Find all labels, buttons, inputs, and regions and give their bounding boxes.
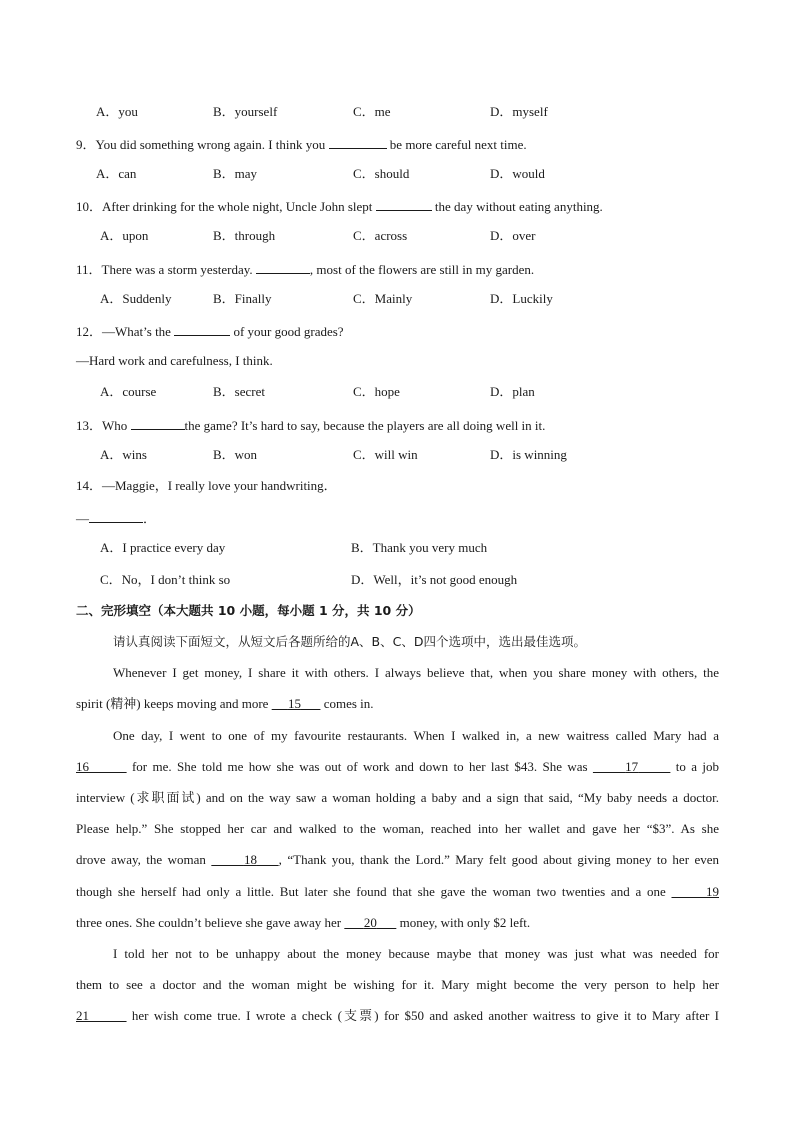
q14-period: ． (143, 511, 157, 526)
q10-blank (376, 197, 432, 211)
q10-text-post: the day without eating anything. (431, 199, 603, 214)
q9-text-post: be more careful next time. (386, 137, 527, 152)
blank-18-number: 18 (243, 852, 257, 867)
passage-line-4-post: to a job (670, 759, 719, 774)
q10-option-c: C．across (353, 228, 408, 243)
q11-option-d: D．Luckily (490, 291, 553, 306)
blank-18 (211, 852, 278, 867)
q9-stem (76, 135, 719, 153)
q14-option-c: C．No，I don’t think so (100, 572, 231, 587)
q8-option-b: B．yourself (213, 104, 278, 119)
passage-line-2 (76, 696, 719, 712)
blank-21-number: 21 (76, 1008, 89, 1023)
q12-option-a: A．course (100, 384, 157, 399)
q10-option-b: B．through (213, 228, 276, 243)
q14-dash: — (76, 511, 89, 526)
passage-line-11: them to see a doctor and the woman might be wishing for it. Mary might become the very person to help her (76, 977, 719, 992)
q14-blank (89, 509, 143, 523)
blank-17-number: 17 (625, 759, 639, 774)
q8-option-c: C．me (353, 104, 391, 119)
passage-line-2-pre: spirit (精神) keeps moving and more (76, 696, 272, 711)
blank-16-number: 16 (76, 759, 89, 774)
passage-line-7-post: , “Thank you, thank the Lord.” Mary felt good about giving money to her even (278, 852, 719, 867)
q12-text-post: of your good grades? (230, 324, 344, 339)
q13-text-post: the game? It’s hard to say, because the players are all doing well in it. (184, 418, 546, 433)
blank-21 (76, 1008, 127, 1023)
q13-option-b: B．won (213, 447, 258, 462)
q11-option-b: B．Finally (213, 291, 272, 306)
q9-option-d: D．would (490, 166, 545, 181)
q13-text-pre: 13．Who (76, 418, 131, 433)
passage-line-9-post: money, with only $2 left. (396, 915, 531, 930)
blank-19 (671, 884, 719, 899)
blank-19-number: 19 (706, 884, 719, 899)
q9-text-pre: 9．You did something wrong again. I think you (76, 137, 329, 152)
passage-line-7-pre: drove away, the woman (76, 852, 212, 867)
passage-line-4 (76, 759, 719, 775)
q9-option-a: A．can (96, 166, 137, 181)
q12-option-d: D．plan (490, 384, 535, 399)
passage-line-9-pre: three ones. She couldn’t believe she gave away her (76, 915, 345, 930)
q10-stem (76, 197, 719, 215)
q11-text-pre: 11．There was a storm yesterday. (76, 262, 256, 277)
q11-stem (76, 260, 719, 278)
blank-20-number: 20 (363, 915, 377, 930)
passage-line-3: One day, I went to one of my favourite restaurants. When I walked in, a new waitress called Mary had a (113, 728, 719, 743)
q8-option-d: D．myself (490, 104, 548, 119)
passage-line-12 (76, 1008, 719, 1024)
q10-option-d: D．over (490, 228, 536, 243)
q9-option-b: B．may (213, 166, 258, 181)
passage-line-5: interview (求职面试) and on the way saw a woman holding a baby and a sign that said, “My baby needs a doctor. (76, 790, 719, 805)
blank-17 (593, 759, 670, 774)
q11-option-a: A．Suddenly (100, 291, 172, 306)
passage-line-8 (76, 884, 719, 900)
passage-line-4-mid: for me. She told me how she was out of work and down to her last $43. She was (126, 759, 593, 774)
blank-16 (76, 759, 127, 774)
section-heading: 二、完形填空（本大题共 10 小题，每小题 1 分，共 10 分） (76, 603, 421, 618)
passage-line-10: I told her not to be unhappy about the money because maybe that money was just what was needed for (113, 946, 719, 961)
blank-20 (344, 915, 396, 930)
q13-stem (76, 416, 719, 434)
q9-blank (329, 135, 387, 149)
q14-option-a: A．I practice every day (100, 540, 226, 555)
q13-blank (131, 416, 185, 430)
q12-option-c: C．hope (353, 384, 400, 399)
passage-line-9 (76, 915, 719, 931)
q11-blank (256, 260, 310, 274)
q13-option-c: C．will win (353, 447, 418, 462)
q14-option-d: D．Well，it’s not good enough (351, 572, 518, 587)
q12-blank (174, 322, 230, 336)
passage-line-6: Please help.” She stopped her car and walked to the woman, reached into her wallet and gave her “$3”. As she (76, 821, 719, 836)
q13-option-d: D．is winning (490, 447, 567, 462)
q14-stem: 14．—Maggie，I really love your handwriting． (76, 478, 337, 493)
q12-option-b: B．secret (213, 384, 265, 399)
q12-answer-line: —Hard work and carefulness, I think. (76, 353, 273, 368)
passage-line-12-post: her wish come true. I wrote a check (支票) for $50 and asked another waitress to give it to Mary after I (126, 1008, 720, 1023)
q14-response-line (76, 509, 719, 527)
passage-line-2-post: comes in. (320, 696, 374, 711)
q11-text-post: , most of the flowers are still in my garden. (309, 262, 535, 277)
q9-option-c: C．should (353, 166, 410, 181)
blank-15-number: 15 (287, 696, 301, 711)
q10-option-a: A．upon (100, 228, 149, 243)
passage-line-7 (76, 852, 719, 868)
blank-15 (272, 696, 321, 711)
q8-option-a: A．you (96, 104, 138, 119)
q12-stem (76, 322, 719, 340)
q11-option-c: C．Mainly (353, 291, 413, 306)
q14-option-b: B．Thank you very much (351, 540, 488, 555)
q10-text-pre: 10．After drinking for the whole night, Uncle John slept (76, 199, 376, 214)
section-instruction: 请认真阅读下面短文，从短文后各题所给的A、B、C、D四个选项中，选出最佳选项。 (113, 634, 586, 649)
passage-line-1: Whenever I get money, I share it with others. I always believe that, when you share money with others, the (113, 665, 719, 680)
q12-text-pre: 12．—What’s the (76, 324, 175, 339)
passage-line-8-pre: though she herself had only a little. But later she found that she gave the woman two twenties and a one (76, 884, 672, 899)
q13-option-a: A．wins (100, 447, 147, 462)
